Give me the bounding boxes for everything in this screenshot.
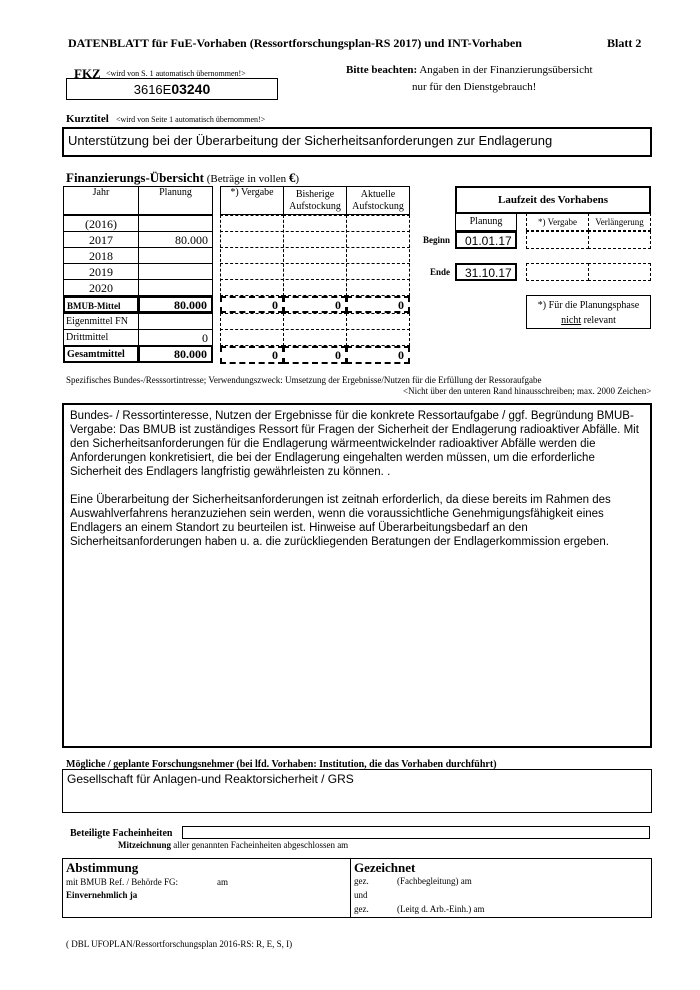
- fkz-prefix: 3616E: [133, 82, 172, 97]
- ende-label: Ende: [430, 267, 451, 277]
- euro-symbol: €: [288, 170, 296, 185]
- ende-vergabe[interactable]: [526, 263, 589, 281]
- page-title: DATENBLATT für FuE-Vorhaben (Ressortforschungsplan-RS 2017) und INT-Vorhaben: [68, 36, 522, 50]
- col-header-planung: Planung: [138, 186, 213, 215]
- bmub-row-right: [220, 296, 410, 313]
- col-header-bisherige: Bisherige Aufstockung: [283, 186, 347, 215]
- beginn-vergabe[interactable]: [526, 231, 589, 249]
- eigen-dritt-right: [220, 313, 410, 346]
- fkz-note: <wird von S. 1 automatisch übernommen!>: [106, 69, 246, 78]
- eigenmittel-label: Eigenmittel FN: [63, 313, 139, 330]
- kurztitel-label: Kurztitel: [66, 113, 109, 125]
- abstimmung-am: am: [217, 877, 228, 887]
- bisherige-cells[interactable]: [283, 215, 347, 296]
- col-header-jahr: Jahr: [63, 186, 139, 215]
- notice: [346, 64, 593, 76]
- laufzeit-col-verlaengerung: Verlängerung: [588, 213, 651, 231]
- kurztitel-note: <wird von Seite 1 automatisch übernommen!>: [116, 115, 266, 124]
- gesamt-bisherige[interactable]: 0: [283, 346, 347, 364]
- forschung-field[interactable]: Gesellschaft für Anlagen-und Reaktorsicherheit / GRS: [62, 769, 652, 813]
- year-planung[interactable]: [138, 215, 213, 232]
- gesamt-aktuelle[interactable]: 0: [346, 346, 410, 364]
- year-label: 2018: [63, 247, 139, 264]
- mitzeichnung: Mitzeichnung aller genannten Facheinheiten abgeschlossen am: [118, 840, 349, 850]
- beginn-label: Beginn: [423, 235, 451, 245]
- fach-label: Beteiligte Facheinheiten: [70, 828, 173, 839]
- interest-caption: Spezifisches Bundes-/Resssortintresse; Verwendungszweck: Umsetzung der Ergebnisse/Nutzen für die Erfüllung der Ressoraufgabe: [66, 375, 542, 385]
- gez1: gez.: [354, 876, 369, 886]
- fkz-field[interactable]: [66, 78, 278, 100]
- finance-heading: [66, 169, 299, 187]
- interest-textarea[interactable]: [62, 403, 652, 748]
- fkz-number: 03240: [171, 81, 211, 97]
- sheet-number: Blatt 2: [607, 36, 642, 50]
- footer: ( DBL UFOPLAN/Ressortforschungsplan 2016-RS: R, E, S, I): [66, 939, 293, 949]
- year-label: (2016): [63, 215, 139, 232]
- gesamt-label: Gesamtmittel: [63, 345, 139, 363]
- col-header-aktuelle: Aktuelle Aufstockung: [346, 186, 410, 215]
- signature-divider: [350, 858, 351, 918]
- abstimmung-line2: Einvernehmlich ja: [66, 890, 138, 900]
- kurztitel-field[interactable]: Unterstützung bei der Überarbeitung der Sicherheitsanforderungen zur Endlagerung: [62, 127, 652, 157]
- forschung-label: Mögliche / geplante Forschungsnehmer (bei lfd. Vorhaben: Institution, die das Vorhaben durchführt): [66, 759, 497, 770]
- bmub-bisherige[interactable]: 0: [283, 296, 347, 313]
- year-planung[interactable]: [138, 247, 213, 264]
- fach-field[interactable]: [182, 826, 650, 839]
- finance-subtitle-pre: (Beträge in vollen: [206, 173, 289, 185]
- gez2-text: (Leitg d. Arb.-Einh.) am: [397, 904, 485, 914]
- year-planung[interactable]: 80.000: [138, 231, 213, 248]
- laufzeit-note: *) Für die Planungsphase nicht relevant: [526, 295, 651, 329]
- gezeichnet-title: Gezeichnet: [354, 860, 416, 875]
- finance-subtitle-post: ): [295, 173, 300, 185]
- bmub-aktuelle[interactable]: 0: [346, 296, 410, 313]
- laufzeit-title: Laufzeit des Vorhabens: [455, 186, 651, 214]
- beginn-planung[interactable]: 01.01.17: [455, 231, 517, 249]
- notice-line1: Angaben in der Finanzierungsübersicht: [419, 64, 593, 76]
- gesamt-planung[interactable]: 80.000: [138, 345, 213, 363]
- col-header-vergabe: *) Vergabe: [220, 186, 284, 215]
- ende-verlaengerung[interactable]: [588, 263, 651, 281]
- drittmittel-label: Drittmittel: [63, 329, 139, 346]
- bmub-planung[interactable]: 80.000: [138, 296, 213, 313]
- year-label: 2020: [63, 279, 139, 296]
- year-label: 2019: [63, 263, 139, 280]
- beginn-verlaengerung[interactable]: [588, 231, 651, 249]
- ende-planung[interactable]: 31.10.17: [455, 263, 517, 281]
- bmub-label: BMUB-Mittel: [63, 296, 139, 313]
- drittmittel-planung[interactable]: 0: [138, 329, 213, 346]
- aktuelle-cells[interactable]: [346, 215, 410, 296]
- finance-title: Finanzierungs-Übersicht: [66, 170, 204, 185]
- abstimmung-title: Abstimmung: [66, 860, 139, 875]
- interest-para1: Bundes- / Ressortinteresse, Nutzen der Ergebnisse für die konkrete Ressortaufgabe / ggf. Begründung BMUB-Vergabe: Das BMUB ist zuständiges Ressort für Fragen der Sicherheit der Endlagerung radioaktiver Abfälle. Mit den Sicherheitsanforderungen für die Endlagerung wärmeentwickelnder radioaktiver Abfälle werden die Anforderungen konkretisiert, die bei der Endlagerung eingehalten werden müssen, um die erforderliche Sicherheit des Endlagers langfristig gewährleisten zu können. .: [70, 410, 639, 478]
- notice-title: Bitte beachten:: [346, 64, 418, 76]
- year-planung[interactable]: [138, 279, 213, 296]
- gez-und: und: [354, 890, 368, 900]
- notice-line2: nur für den Dienstgebrauch!: [412, 81, 537, 93]
- eigenmittel-planung[interactable]: [138, 313, 213, 330]
- gesamt-row-right: [220, 346, 410, 364]
- bmub-vergabe[interactable]: 0: [220, 296, 284, 313]
- gez1-text: (Fachbegleitung) am: [397, 876, 472, 886]
- laufzeit-col-vergabe: *) Vergabe: [526, 213, 589, 231]
- vergabe-cells[interactable]: [220, 215, 284, 296]
- vergabe-grid: [220, 215, 410, 296]
- interest-para2: Eine Überarbeitung der Sicherheitsanforderungen ist zeitnah erforderlich, da diese bereits im Rahmen des Auswahlverfahrens heranzuziehen sein werden, wenn die voraussichtliche Genehmigungsfähigkeit eines Endlagers an einem Standort zu beurteilen ist. Hinweise auf Überarbeitungsbedarf an den Sicherheitsanforderungen haben u. a. die zurückliegenden Beratungen der Endlagerkommission ergeben.: [70, 494, 611, 548]
- abstimmung-line1: mit BMUB Ref. / Behörde FG:: [66, 877, 178, 887]
- interest-caption-note: <Nicht über den unteren Rand hinausschreiben; max. 2000 Zeichen>: [403, 386, 652, 396]
- gez2: gez.: [354, 904, 369, 914]
- fkz-label: FKZ: [74, 66, 101, 81]
- laufzeit-col-planung: Planung: [455, 213, 517, 231]
- year-planung[interactable]: [138, 263, 213, 280]
- year-label: 2017: [63, 231, 139, 248]
- gesamt-vergabe[interactable]: 0: [220, 346, 284, 364]
